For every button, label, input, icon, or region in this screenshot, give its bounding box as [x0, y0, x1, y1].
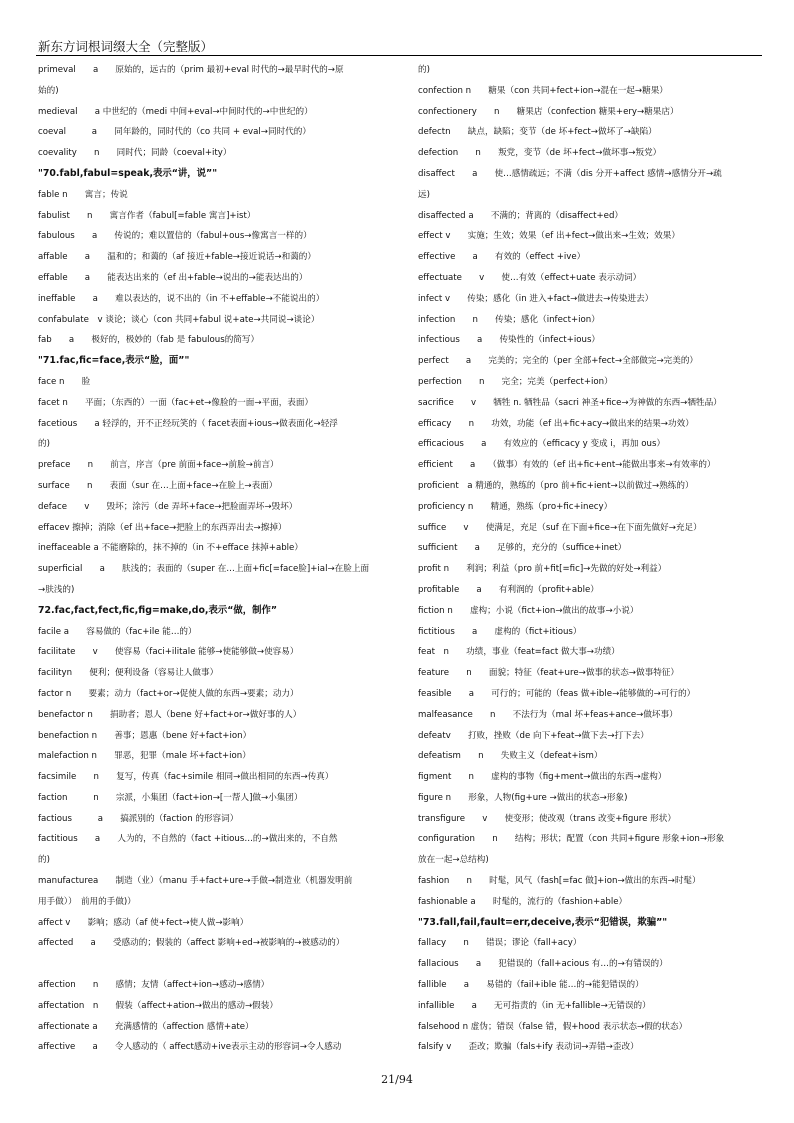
entry-line: efficacious a 有效应的（efficacy y 变成 i，再加 ous）: [418, 439, 666, 450]
entry-line: face n 脸: [38, 376, 91, 387]
entry-line: effacev 擦掉；消除（ef 出+face→把脸上的东西弄出去→擦掉）: [38, 522, 287, 533]
entry-line: ineffable a 难以表达的，说不出的（in 不+effable→不能说出的）: [38, 293, 325, 304]
blank-line: [38, 954, 394, 975]
entry-line: ineffaceable a 不能磨除的，抹不掉的（in 不+efface 抹掉+able）: [38, 543, 303, 554]
entry-line: malefaction n 罪恶，犯罪（male 坏+fact+ion）: [38, 751, 251, 762]
entry-line: medieval a 中世纪的（medi 中间+eval→中间时代的→中世纪的）: [38, 106, 313, 117]
entry-line: effectuate v 使…有效（effect+uate 表示动词）: [418, 272, 642, 283]
entry-line: fashion n 时髦，风气（fash[=fac 做]+ion→做出的东西→时髦）: [418, 876, 701, 887]
entry-line: facilitate v 使容易（faci+ilitale 能够→使能够做→使容易）: [38, 647, 299, 658]
entry-line: falsehood n 虚伪；错误（false 错，假+hood 表示状态→假的状态）: [418, 1021, 688, 1032]
entry-line: fashionable a 时髦的，流行的（fashion+able）: [418, 896, 628, 907]
entry-line: efficient a （做事）有效的（ef 出+fic+ent→能做出事来→有效率的）: [418, 460, 716, 471]
entry-line: confection n 糖果（con 共同+fect+ion→混在一起→糖果）: [418, 85, 668, 96]
entry-line: factious a 搞派别的（faction 的形容词）: [38, 813, 239, 824]
entry-line: perfection n 完全；完美（perfect+ion）: [418, 376, 613, 387]
entry-line: surface n 表面（sur 在…上面+face→在脸上→表面）: [38, 480, 278, 491]
entry-line: effect v 实施；生效；效果（ef 出+fect→做出来→生效；效果）: [418, 231, 680, 242]
entry-line: affective a 令人感动的（ affect感动+ive表示主动的形容词→令人感动: [38, 1042, 342, 1053]
entry-line: 的): [418, 65, 430, 75]
header-rule: [36, 55, 762, 56]
entry-line: affected a 受感动的；假装的（affect 影响+ed→被影响的→被感动的）: [38, 938, 345, 949]
entry-line: feature n 面貌；特征（feat+ure→做事的状态→做事特征）: [418, 668, 679, 679]
entry-line: →肤浅的): [38, 584, 75, 595]
entry-line: fallible a 易错的（fail+ible 能…的→能犯错误的）: [418, 980, 644, 991]
entry-line: facetious a 轻浮的，开不正经玩笑的（ facet表面+ious→做表面化→轻浮: [38, 418, 338, 429]
entry-line: 远): [418, 189, 430, 200]
entry-line: figment n 虚构的事物（fig+ment→做出的东西→虚构）: [418, 772, 667, 783]
right-column: [418, 60, 770, 1058]
entry-line: affection n 感情；友情（affect+ion→感动→感情）: [38, 980, 270, 991]
entry-line: primeval a 原始的，远古的（prim 最初+eval 时代的→最早时代的→原: [38, 65, 344, 75]
entry-line: faction n 宗派，小集团（fact+ion→[一帮人]做→小集团）: [38, 792, 303, 803]
entry-line: infection n 传染；感化（infect+ion）: [418, 314, 600, 325]
entry-line: 的): [38, 855, 50, 866]
entry-line: suffice v 使满足，充足（suf 在下面+fice→在下面先做好→充足）: [418, 522, 702, 533]
entry-line: facile a 容易做的（fac+ile 能…的）: [38, 626, 197, 637]
entry-line: benefactor n 捐助者；恩人（bene 好+fact+or→做好事的人）: [38, 709, 302, 720]
entry-line: fallacy n 错误；谬论（fall+acy）: [418, 938, 582, 949]
entry-line: affectation n 假装（affect+ation→做出的感动→假装）: [38, 1000, 278, 1011]
entry-line: manufacturea 制造（业）（manu 手+fact+ure→手做→制造业（机器发明前: [38, 876, 353, 887]
document-title: 新东方词根词缀大全（完整版）: [38, 39, 214, 54]
entry-line: affect v 影响；感动（af 使+fect→使人做→影响）: [38, 917, 249, 928]
entry-line: benefaction n 善事；恩惠（bene 好+fact+ion）: [38, 730, 252, 741]
entry-line: confectionery n 糖果店（confection 糖果+ery→糖果店）: [418, 106, 679, 117]
entry-line: factor n 要素；动力（fact+or→促使人做的东西→要素；动力）: [38, 688, 299, 699]
entry-line: defection n 叛党，变节（de 坏+fect→做坏事→叛党）: [418, 148, 662, 159]
entry-line: coeval a 同年龄的，同时代的（co 共同 + eval→同时代的）: [38, 127, 311, 138]
entry-line: disaffected a 不满的；背离的（disaffect+ed）: [418, 210, 623, 221]
entry-line: facsimile n 复写，传真（fac+simile 相同→做出相同的东西→传真）: [38, 772, 334, 783]
entry-line: sufficient a 足够的，充分的（suffice+inet）: [418, 543, 627, 554]
entry-line: fab a 极好的，极妙的（fab 是 fabulous的简写）: [38, 335, 260, 346]
entry-line: profitable a 有利润的（profit+able）: [418, 584, 599, 595]
entry-line: infect v 传染；感化（in 进入+fact→做进去→传染进去）: [418, 293, 654, 304]
entry-line: coevality n 同时代；同龄（coeval+ity）: [38, 148, 232, 159]
entry-line: configuration n 结构；形状；配置（con 共同+figure 形象+ion→形象: [418, 834, 725, 845]
entry-line: figure n 形象，人物(fig+ure →做出的状态→形象): [418, 792, 628, 803]
entry-line: defectn 缺点，缺陷；变节（de 坏+fect→做坏了→缺陷）: [418, 127, 657, 138]
entry-line: effective a 有效的（effect +ive）: [418, 252, 586, 263]
entry-line: preface n 前言，序言（pre 前面+face→前脸→前言）: [38, 460, 279, 471]
entry-line: 的): [38, 439, 50, 450]
entry-line: fictitious a 虚构的（fict+itious）: [418, 626, 582, 637]
entry-line: perfect a 完美的；完全的（per 全部+fect→全部做完→完美的）: [418, 356, 699, 367]
entry-line: affectionate a 充满感情的（affection 感情+ate）: [38, 1021, 254, 1032]
entry-line: proficiency n 精通，熟练（pro+fic+inecy）: [418, 501, 613, 512]
entry-line: factitious a 人为的，不自然的（fact +itious…的→做出来的，不自然: [38, 834, 338, 845]
entry-line: 放在一起→总结构): [418, 855, 489, 866]
entry-line: deface v 毁坏；涂污（de 弄坏+face→把脸面弄坏→毁坏）: [38, 501, 298, 512]
section-heading: 72.fac,fact,fect,fic,fig=make,do,表示“做，制作”: [38, 604, 278, 616]
section-heading: "71.fac,fic=face,表示“脸，面”": [38, 355, 190, 367]
entry-line: feasible a 可行的；可能的（feas 做+ible→能够做的→可行的）: [418, 688, 696, 699]
entry-line: facet n 平面；（东西的）一面（fac+et→像脸的一面→平面，表面）: [38, 397, 314, 408]
entry-line: efficacy n 功效，功能（ef 出+fic+acy→做出来的结果→功效）: [418, 418, 694, 429]
entry-line: falsify v 歪改；欺骗（fals+ify 表动词→弄错→歪改）: [418, 1042, 639, 1053]
entry-line: effable a 能表达出来的（ef 出+fable→说出的→能表达出的）: [38, 272, 308, 283]
entry-line: sacrifice v 牺牲 n. 牺牲品（sacri 神圣+fice→为神做的东西→牺牲品）: [418, 397, 722, 408]
entry-line: profit n 利润；利益（pro 前+fit[=fic]→先做的好处→利益）: [418, 564, 667, 575]
entry-line: fiction n 虚构；小说（fict+ion→做出的故事→小说）: [418, 605, 639, 616]
entry-line: fabulous a 传说的；难以置信的（fabul+ous→像寓言一样的）: [38, 231, 312, 242]
entry-line: proficient a 精通的，熟练的（pro 前+fic+ient→以前做过→熟练的）: [418, 480, 694, 491]
left-column: [38, 60, 394, 1058]
page-number: 21/94: [381, 1073, 413, 1086]
entry-line: fallacious a 犯错误的（fall+acious 有…的→有错误的）: [418, 959, 668, 970]
entry-line: confabulate v 谈论；谈心（con 共同+fabul 说+ate→共同说→谈论）: [38, 314, 320, 325]
entry-line: malfeasance n 不法行为（mal 坏+feas+ance→做坏事）: [418, 709, 678, 720]
entry-line: fabulist n 寓言作者（fabul[=fable 寓言]+ist）: [38, 210, 256, 221]
entry-line: 始的): [38, 85, 59, 96]
entry-line: feat n 功绩，事业（feat=fact 做大事→功绩）: [418, 647, 620, 658]
entry-line: affable a 温和的；和蔼的（af 接近+fable→接近说话→和蔼的）: [38, 252, 316, 263]
entry-line: disaffect a 使…感情疏远；不满（dis 分开+affect 感情→感情分开→疏: [418, 168, 722, 179]
entry-line: 用手做）） 前用的手做)）: [38, 896, 136, 907]
entry-line: defeatism n 失败主义（defeat+ism）: [418, 751, 603, 762]
entry-line: fable n 寓言；传说: [38, 189, 128, 200]
entry-line: infectious a 传染性的（infect+ious）: [418, 335, 601, 346]
entry-line: facilityn 便利；便利设备（容易让人做事）: [38, 668, 219, 679]
section-heading: "73.fall,fail,fault=err,deceive,表示“犯错误，欺骗”": [418, 916, 668, 928]
entry-line: superficial a 肤浅的；表面的（super 在…上面+fic[=face脸]+ial→在脸上面: [38, 564, 370, 575]
entry-line: infallible a 无可指责的（in 无+fallible→无错误的）: [418, 1000, 651, 1011]
entry-line: transfigure v 使变形；使改观（trans 改变+figure 形状）: [418, 813, 676, 824]
section-heading: "70.fabl,fabul=speak,表示“讲，说”": [38, 167, 218, 179]
entry-line: defeatv 打败，挫败（de 向下+feat→做下去→打下去）: [418, 730, 649, 741]
